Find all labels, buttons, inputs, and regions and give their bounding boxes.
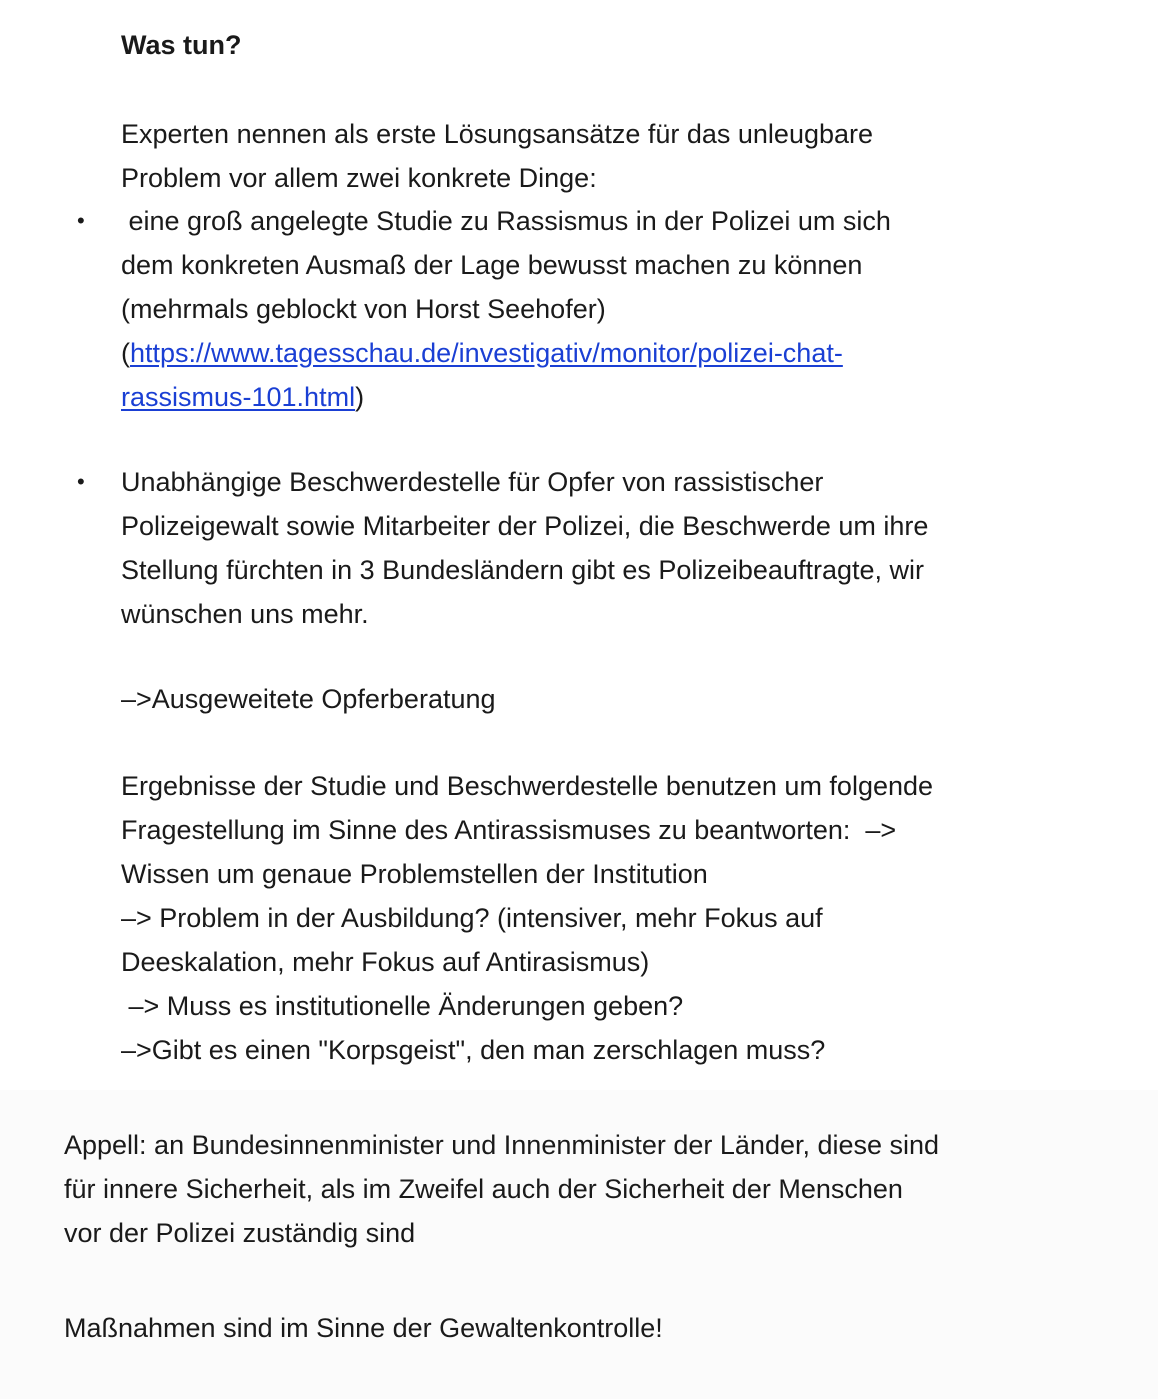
link-line bbox=[121, 375, 891, 419]
appeal-paragraph bbox=[64, 1123, 939, 1255]
closing-paragraph bbox=[64, 1306, 663, 1350]
results-line: Fragestellung im Sinne des Antirassismuses zu beantworten: –> bbox=[121, 815, 897, 845]
closing-line: Maßnahmen sind im Sinne der Gewaltenkontrolle! bbox=[64, 1313, 663, 1343]
results-line: Deeskalation, mehr Fokus auf Antirasismus) bbox=[121, 947, 650, 977]
bullet-line: (mehrmals geblockt von Horst Seehofer) bbox=[121, 294, 606, 324]
results-line: –> Problem in der Ausbildung? (intensiver, mehr Fokus auf bbox=[121, 903, 823, 933]
bullet-line: Stellung fürchten in 3 Bundesländern gibt es Polizeibeauftragte, wir bbox=[121, 555, 924, 585]
results-line: Wissen um genaue Problemstellen der Institution bbox=[121, 859, 708, 889]
results-paragraph bbox=[121, 764, 933, 1072]
results-line: –> Muss es institutionelle Änderungen geben? bbox=[121, 991, 684, 1021]
bullet-line: Unabhängige Beschwerdestelle für Opfer von rassistischer bbox=[121, 467, 824, 497]
heading: Was tun? bbox=[121, 30, 242, 60]
bullet-marker: • bbox=[77, 469, 85, 494]
bullet-item-complaint-office bbox=[121, 460, 928, 636]
bullet-item-study bbox=[121, 199, 891, 419]
tagesschau-link-continued[interactable]: rassismus-101.html bbox=[121, 382, 356, 412]
appeal-line: vor der Polizei zuständig sind bbox=[64, 1218, 416, 1248]
arrow-note bbox=[121, 677, 496, 721]
intro-line: Experten nennen als erste Lösungsansätze für das unleugbare bbox=[121, 119, 874, 149]
bullet-line: dem konkreten Ausmaß der Lage bewusst machen zu können bbox=[121, 250, 863, 280]
bullet-line: wünschen uns mehr. bbox=[121, 599, 369, 629]
appeal-line: für innere Sicherheit, als im Zweifel auch der Sicherheit der Menschen bbox=[64, 1174, 903, 1204]
link-line bbox=[121, 331, 891, 375]
intro-paragraph bbox=[121, 112, 873, 200]
results-line: Ergebnisse der Studie und Beschwerdestelle benutzen um folgende bbox=[121, 771, 934, 801]
tagesschau-link[interactable]: https://www.tagesschau.de/investigativ/monitor/polizei-chat- bbox=[130, 338, 843, 368]
bullet-line: eine groß angelegte Studie zu Rassismus in der Polizei um sich bbox=[121, 206, 891, 236]
link-close-paren: ) bbox=[355, 382, 365, 412]
arrow-line: –>Ausgeweitete Opferberatung bbox=[121, 684, 496, 714]
bullet-marker: • bbox=[77, 208, 85, 233]
appeal-line: Appell: an Bundesinnenminister und Innenminister der Länder, diese sind bbox=[64, 1130, 940, 1160]
link-open-paren: ( bbox=[121, 338, 130, 368]
bullet-line: Polizeigewalt sowie Mitarbeiter der Polizei, die Beschwerde um ihre bbox=[121, 511, 929, 541]
results-line: –>Gibt es einen "Korpsgeist", den man zerschlagen muss? bbox=[121, 1035, 826, 1065]
intro-line: Problem vor allem zwei konkrete Dinge: bbox=[121, 163, 597, 193]
